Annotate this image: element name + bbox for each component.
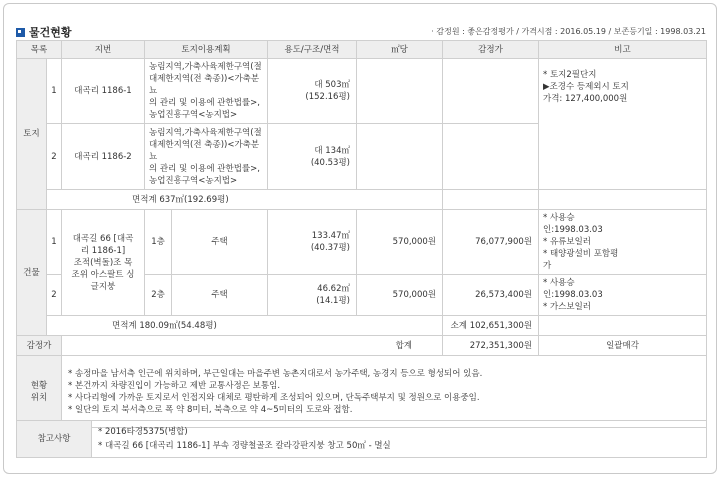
status-line: * 일단의 토지 북서측으로 폭 약 8미터, 북측으로 약 4~5미터의 도로와 접함. [68,404,353,415]
address-line: 조적(벽돌)조 목 [73,257,133,268]
building-total-note [539,316,707,336]
address-line: 글지붕 [90,281,116,292]
note-line: * 토지2필단지 [543,70,597,80]
land-row-1-no: 1 [47,59,62,124]
note-line: * 사용승 [543,213,575,223]
land-area-total: 면적계 637㎡(192.69평) [132,194,229,205]
land-row-2-area [268,124,357,190]
plan-line: 농림지역,가축사육제한구역(절 [149,62,262,72]
land-row-2-lot: 대곡리 1186-2 [62,124,145,190]
plan-line: 대제한지역(전 축종))<가축분뇨 [149,139,260,162]
status-label [17,356,62,428]
table-row [17,421,707,458]
header-appraisal: 감정가 [443,41,539,59]
table-row [17,190,707,210]
reference-line: * 대곡길 66 [대곡리 1186-1] 부속 경량철골조 칼라강판지붕 창고 50㎡ - 멸실 [98,441,391,451]
appraisal-meta: · 감정원 : 좋은감정평가 / 가격시점 : 2016.05.19 / 보존등기일 : 1998.03.21 [431,27,706,36]
note-line: * 유류보일러 [543,237,592,247]
header-land-plan: 토지이용계획 [145,41,268,59]
building-row-2-area [268,275,357,316]
building-address [62,210,145,316]
status-line: * 송정마을 남서측 인근에 위치하며, 부근일대는 마을주변 농촌지대로서 농가주택, 농경지 등으로 형성되어 있음. [68,368,483,379]
sale-method: 일괄매각 [539,336,707,356]
land-row-1-unit [357,59,443,124]
note-line: * 가스보일러 [543,302,592,312]
section-bullet-icon [16,28,25,37]
land-note [539,59,707,190]
land-row-1-price [443,59,539,124]
table-row [17,336,707,356]
appraisal-sum-label: 합계 [62,336,443,356]
land-row-2-no: 2 [47,124,62,190]
area-pyeong: (14.1평) [316,296,350,306]
area-sqm: 133.47㎡ [311,231,350,241]
appraisal-sum: 272,351,300원 [443,336,539,356]
plan-line: 농업진흥구역<농지법> [149,110,238,120]
plan-line: 농업진흥구역<농지법> [149,175,238,186]
note-line: 가 [543,261,552,271]
note-line: * 사용승 [543,278,575,288]
building-row-2-note [539,275,707,316]
note-line: * 태양광설비 포함평 [543,249,619,259]
address-line: 대곡길 66 [대곡 [72,233,134,244]
header-unit-price: ㎡당 [357,41,443,59]
note-line: 인:1998.03.03 [543,225,603,235]
table-header-row [17,41,707,59]
building-row-1-price: 76,077,900원 [443,210,539,275]
building-subtotal: 소계 102,651,300원 [443,316,539,336]
table-row [17,210,707,275]
land-area-total-cell [47,190,443,210]
building-row-1-use: 주택 [172,210,268,275]
header-use-area: 용도/구조/면적 [268,41,357,59]
area-pyeong: (40.37평) [310,243,350,253]
building-row-1-note [539,210,707,275]
section-header [16,18,706,38]
building-label: 건물 [17,210,47,336]
reference-description [92,421,707,458]
building-row-1-area [268,210,357,275]
status-description [62,356,707,428]
plan-line: 대제한지역(전 축종))<가축분뇨 [149,74,260,96]
building-row-2-use: 주택 [172,275,268,316]
building-row-1-unit: 570,000원 [357,210,443,275]
reference-table [16,420,707,458]
reference-label: 참고사항 [17,421,92,458]
area-sqm: 대 134㎡ [314,145,350,156]
plan-line: 농림지역,가축사육제한구역(절 [149,127,262,138]
note-line: 인:1998.03.03 [543,290,603,300]
table-row [17,356,707,428]
appraisal-label: 감정가 [17,336,62,356]
area-pyeong: (152.16평) [305,92,350,102]
land-label: 토지 [17,59,47,210]
land-row-2-unit [357,124,443,190]
building-row-1-floor: 1층 [145,210,172,275]
title-wrap [16,24,72,40]
land-row-2-plan [145,124,268,190]
status-label-bottom: 위치 [30,392,48,403]
section-title: 물건현황 [29,26,72,39]
land-row-2-price [443,124,539,190]
status-line: * 사다리형에 가까운 토지로서 인접지와 대체로 평탄하게 조성되어 있으며, 단독주택부지 및 정원으로 이용중임. [68,392,480,403]
land-total-price [443,190,539,210]
table-row [17,316,707,336]
land-row-1-plan [145,59,268,124]
address-line: 조위 아스팔트 싱 [71,269,135,280]
building-row-2-no: 2 [47,275,62,316]
building-row-2-price: 26,573,400원 [443,275,539,316]
header-lot: 지번 [62,41,145,59]
note-line: 가격: 127,400,000원 [543,94,628,104]
status-label-top: 현황 [30,380,48,391]
plan-line: 의 관리 및 이용에 관한법률>, [149,98,260,108]
note-line: ▶조경수 등제외시 토지 [543,82,629,92]
land-row-1-area [268,59,357,124]
building-row-1-no: 1 [47,210,62,275]
address-line: 리 1186-1] [80,245,126,256]
area-sqm: 대 503㎡ [314,80,350,90]
land-row-1-lot: 대곡리 1186-1 [62,59,145,124]
header-list: 목록 [17,41,62,59]
status-line: * 본건까지 차량진입이 가능하고 제반 교통사정은 보통임. [68,380,281,391]
header-remarks: 비고 [539,41,707,59]
area-sqm: 46.62㎡ [317,284,350,294]
land-total-note [539,190,707,210]
building-row-2-unit: 570,000원 [357,275,443,316]
building-area-total-cell [47,316,443,336]
reference-line: * 2016타경5375(병합) [98,427,188,437]
building-row-2-floor: 2층 [145,275,172,316]
property-table [16,40,707,428]
table-row [17,59,707,124]
plan-line: 의 관리 및 이용에 관한법률>, [149,163,260,174]
area-pyeong: (40.53평) [310,157,350,168]
building-area-total: 면적계 180.09㎡(54.48평) [112,320,217,331]
